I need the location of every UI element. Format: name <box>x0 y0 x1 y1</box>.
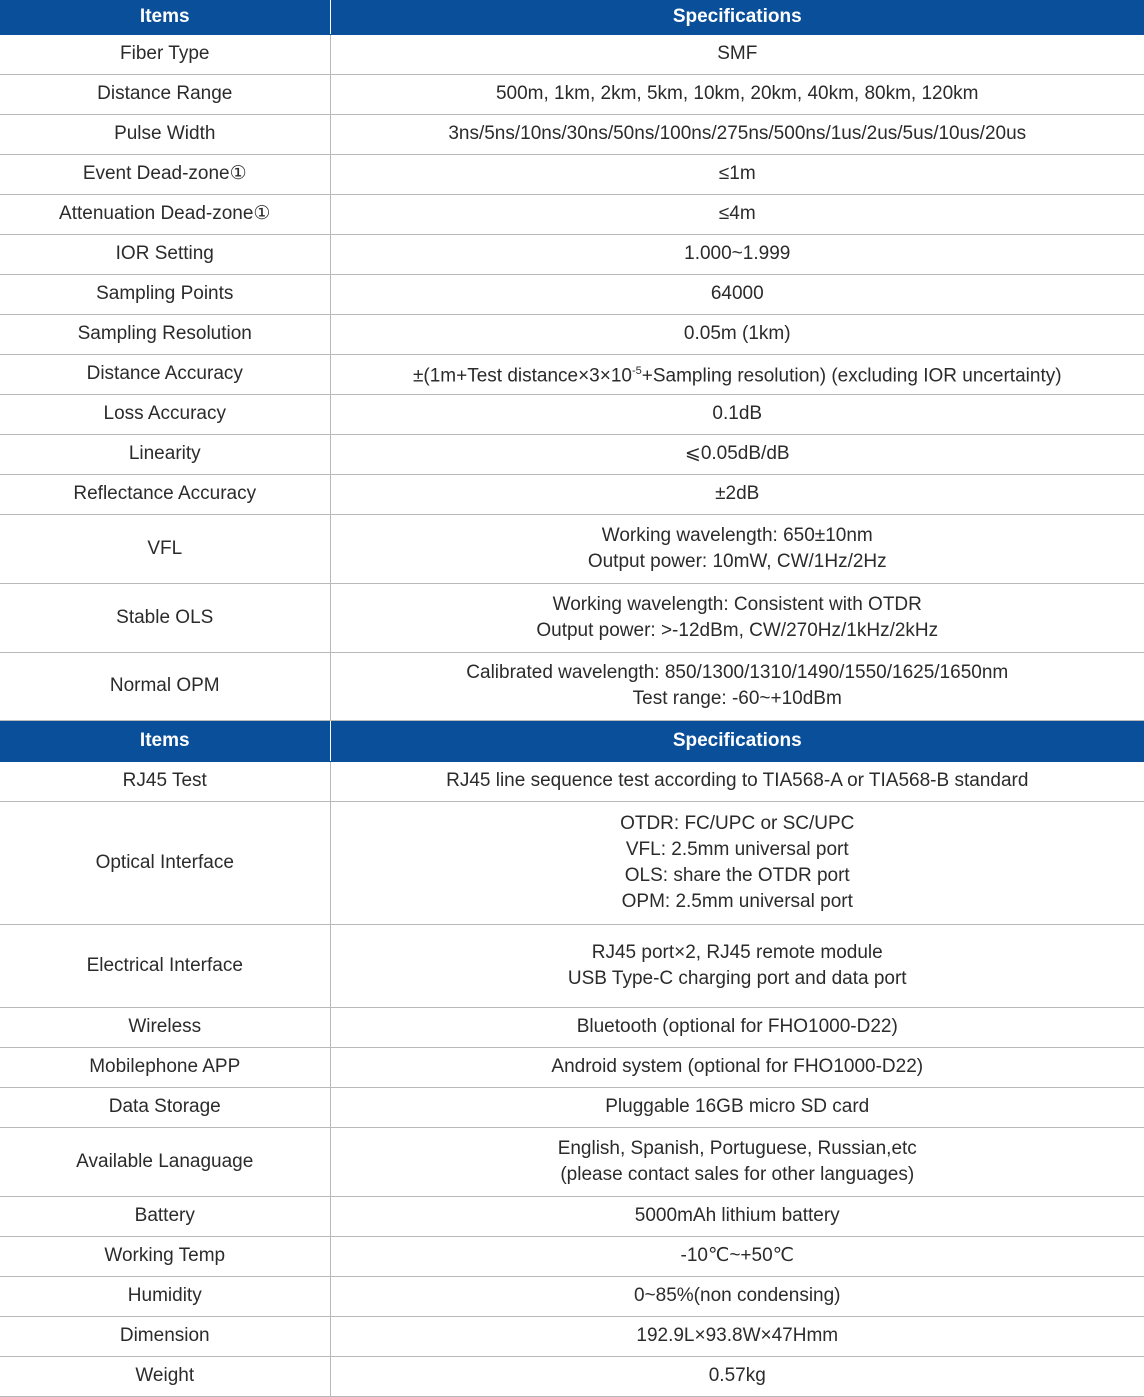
table-row <box>0 652 1144 720</box>
row-item: Working Temp <box>0 1236 330 1276</box>
row-item: Stable OLS <box>0 583 330 652</box>
spec-line: VFL: 2.5mm universal port <box>625 838 849 860</box>
table-row <box>0 514 1144 583</box>
row-item: Weight <box>0 1356 330 1396</box>
spec-line: -10℃~+50℃ <box>680 1245 794 1266</box>
table-row <box>0 1276 1144 1316</box>
row-spec <box>330 1236 1144 1276</box>
table-row <box>0 1087 1144 1127</box>
row-spec <box>330 1316 1144 1356</box>
spec-line: OTDR: FC/UPC or SC/UPC <box>620 812 855 834</box>
row-spec <box>330 1127 1144 1196</box>
spec-line: ±2dB <box>715 483 760 504</box>
table-row <box>0 354 1144 394</box>
table-row <box>0 1316 1144 1356</box>
row-spec <box>330 434 1144 474</box>
table-row <box>0 1007 1144 1047</box>
spec-line: 5000mAh lithium battery <box>634 1205 840 1226</box>
spec-line: Calibrated wavelength: 850/1300/1310/1490/1550/1625/1650nm <box>466 662 1009 683</box>
table-row <box>0 1047 1144 1087</box>
row-item: Electrical Interface <box>0 924 330 1007</box>
table-row <box>0 274 1144 314</box>
row-item: Sampling Resolution <box>0 314 330 354</box>
table-row <box>0 314 1144 354</box>
spec-line: OPM: 2.5mm universal port <box>621 890 853 912</box>
table-row <box>0 474 1144 514</box>
row-spec <box>330 154 1144 194</box>
spec-line: SMF <box>717 43 758 64</box>
row-item: IOR Setting <box>0 234 330 274</box>
table-row <box>0 583 1144 652</box>
spec-line: OLS: share the OTDR port <box>624 864 850 886</box>
row-item: Optical Interface <box>0 801 330 924</box>
spec-line: 0~85%(non condensing) <box>633 1285 841 1306</box>
spec-line: ⩽0.05dB/dB <box>684 443 790 464</box>
spec-line: 0.05m (1km) <box>683 323 791 344</box>
row-spec <box>330 1276 1144 1316</box>
row-item: Available Lanaguage <box>0 1127 330 1196</box>
row-item: Fiber Type <box>0 34 330 74</box>
table-row <box>0 394 1144 434</box>
spec-line: 192.9L×93.8W×47Hmm <box>636 1325 839 1346</box>
row-spec <box>330 394 1144 434</box>
spec-text: ±(1m+Test distance×3×10 <box>412 365 632 387</box>
row-item: Battery <box>0 1196 330 1236</box>
table-row <box>0 234 1144 274</box>
row-spec <box>330 1196 1144 1236</box>
table-row <box>0 194 1144 234</box>
table-row <box>0 434 1144 474</box>
spec-line: ≤4m <box>718 203 756 224</box>
row-item: Attenuation Dead-zone① <box>0 194 330 234</box>
spec-line: 500m, 1km, 2km, 5km, 10km, 20km, 40km, 80km, 120km <box>495 83 979 104</box>
header-specifications: Specifications <box>330 0 1144 34</box>
spec-line: Output power: 10mW, CW/1Hz/2Hz <box>587 550 887 572</box>
row-spec <box>330 924 1144 1007</box>
spec-text: +Sampling resolution) (excluding IOR uncertainty) <box>641 365 1062 387</box>
table-row <box>0 34 1144 74</box>
row-item: Loss Accuracy <box>0 394 330 434</box>
spec-line: 0.57kg <box>708 1365 766 1386</box>
spec-line: (please contact sales for other languages) <box>560 1163 915 1185</box>
spec-line: RJ45 line sequence test according to TIA568-A or TIA568-B standard <box>446 770 1029 791</box>
row-spec <box>330 274 1144 314</box>
table-row <box>0 924 1144 1007</box>
spec-line: Bluetooth (optional for FHO1000-D22) <box>576 1016 898 1037</box>
spec-line: ≤1m <box>718 163 756 184</box>
row-spec <box>330 234 1144 274</box>
row-spec <box>330 761 1144 801</box>
row-spec <box>330 1047 1144 1087</box>
table-row <box>0 801 1144 924</box>
row-item: VFL <box>0 514 330 583</box>
row-spec <box>330 801 1144 924</box>
row-spec <box>330 354 1144 394</box>
row-item: Event Dead-zone① <box>0 154 330 194</box>
row-item: Sampling Points <box>0 274 330 314</box>
row-item: RJ45 Test <box>0 761 330 801</box>
row-spec <box>330 474 1144 514</box>
row-spec <box>330 514 1144 583</box>
row-spec <box>330 1087 1144 1127</box>
spec-line: Android system (optional for FHO1000-D22) <box>551 1056 924 1077</box>
row-spec <box>330 114 1144 154</box>
spec-line: RJ45 port×2, RJ45 remote module <box>591 941 883 963</box>
table-row <box>0 1356 1144 1396</box>
header-items: Items <box>0 0 330 34</box>
table-row <box>0 154 1144 194</box>
spec-line: 64000 <box>710 283 764 304</box>
row-spec <box>330 1007 1144 1047</box>
spec-line: Working wavelength: Consistent with OTDR <box>552 593 922 615</box>
header-items: Items <box>0 720 330 761</box>
table-row <box>0 114 1144 154</box>
row-item: Mobilephone APP <box>0 1047 330 1087</box>
spec-line: 1.000~1.999 <box>684 243 791 264</box>
spec-line: Output power: >-12dBm, CW/270Hz/1kHz/2kHz <box>536 619 939 641</box>
table-row <box>0 1236 1144 1276</box>
spec-line: English, Spanish, Portuguese, Russian,etc <box>557 1137 917 1159</box>
spec-exponent: -5 <box>631 365 642 378</box>
row-item: Humidity <box>0 1276 330 1316</box>
row-spec <box>330 583 1144 652</box>
row-item: Data Storage <box>0 1087 330 1127</box>
row-item: Dimension <box>0 1316 330 1356</box>
table-row <box>0 1196 1144 1236</box>
row-item: Distance Range <box>0 74 330 114</box>
spec-line: USB Type-C charging port and data port <box>567 967 907 989</box>
row-spec <box>330 1356 1144 1396</box>
row-item: Reflectance Accuracy <box>0 474 330 514</box>
table-header-row <box>0 0 1144 34</box>
row-spec <box>330 652 1144 720</box>
row-spec <box>330 74 1144 114</box>
spec-line: Pluggable 16GB micro SD card <box>605 1096 870 1117</box>
row-spec <box>330 194 1144 234</box>
table-row <box>0 761 1144 801</box>
row-item: Linearity <box>0 434 330 474</box>
row-item: Distance Accuracy <box>0 354 330 394</box>
table-header-row <box>0 720 1144 761</box>
table-row <box>0 1127 1144 1196</box>
spec-line: 0.1dB <box>712 403 763 424</box>
row-item: Wireless <box>0 1007 330 1047</box>
spec-line: 3ns/5ns/10ns/30ns/50ns/100ns/275ns/500ns/1us/2us/5us/10us/20us <box>448 123 1027 144</box>
header-specifications: Specifications <box>330 720 1144 761</box>
row-item: Normal OPM <box>0 652 330 720</box>
table-row <box>0 74 1144 114</box>
row-item: Pulse Width <box>0 114 330 154</box>
spec-line: Test range: -60~+10dBm <box>632 688 842 709</box>
spec-line: Working wavelength: 650±10nm <box>601 524 873 546</box>
row-spec <box>330 314 1144 354</box>
row-spec <box>330 34 1144 74</box>
